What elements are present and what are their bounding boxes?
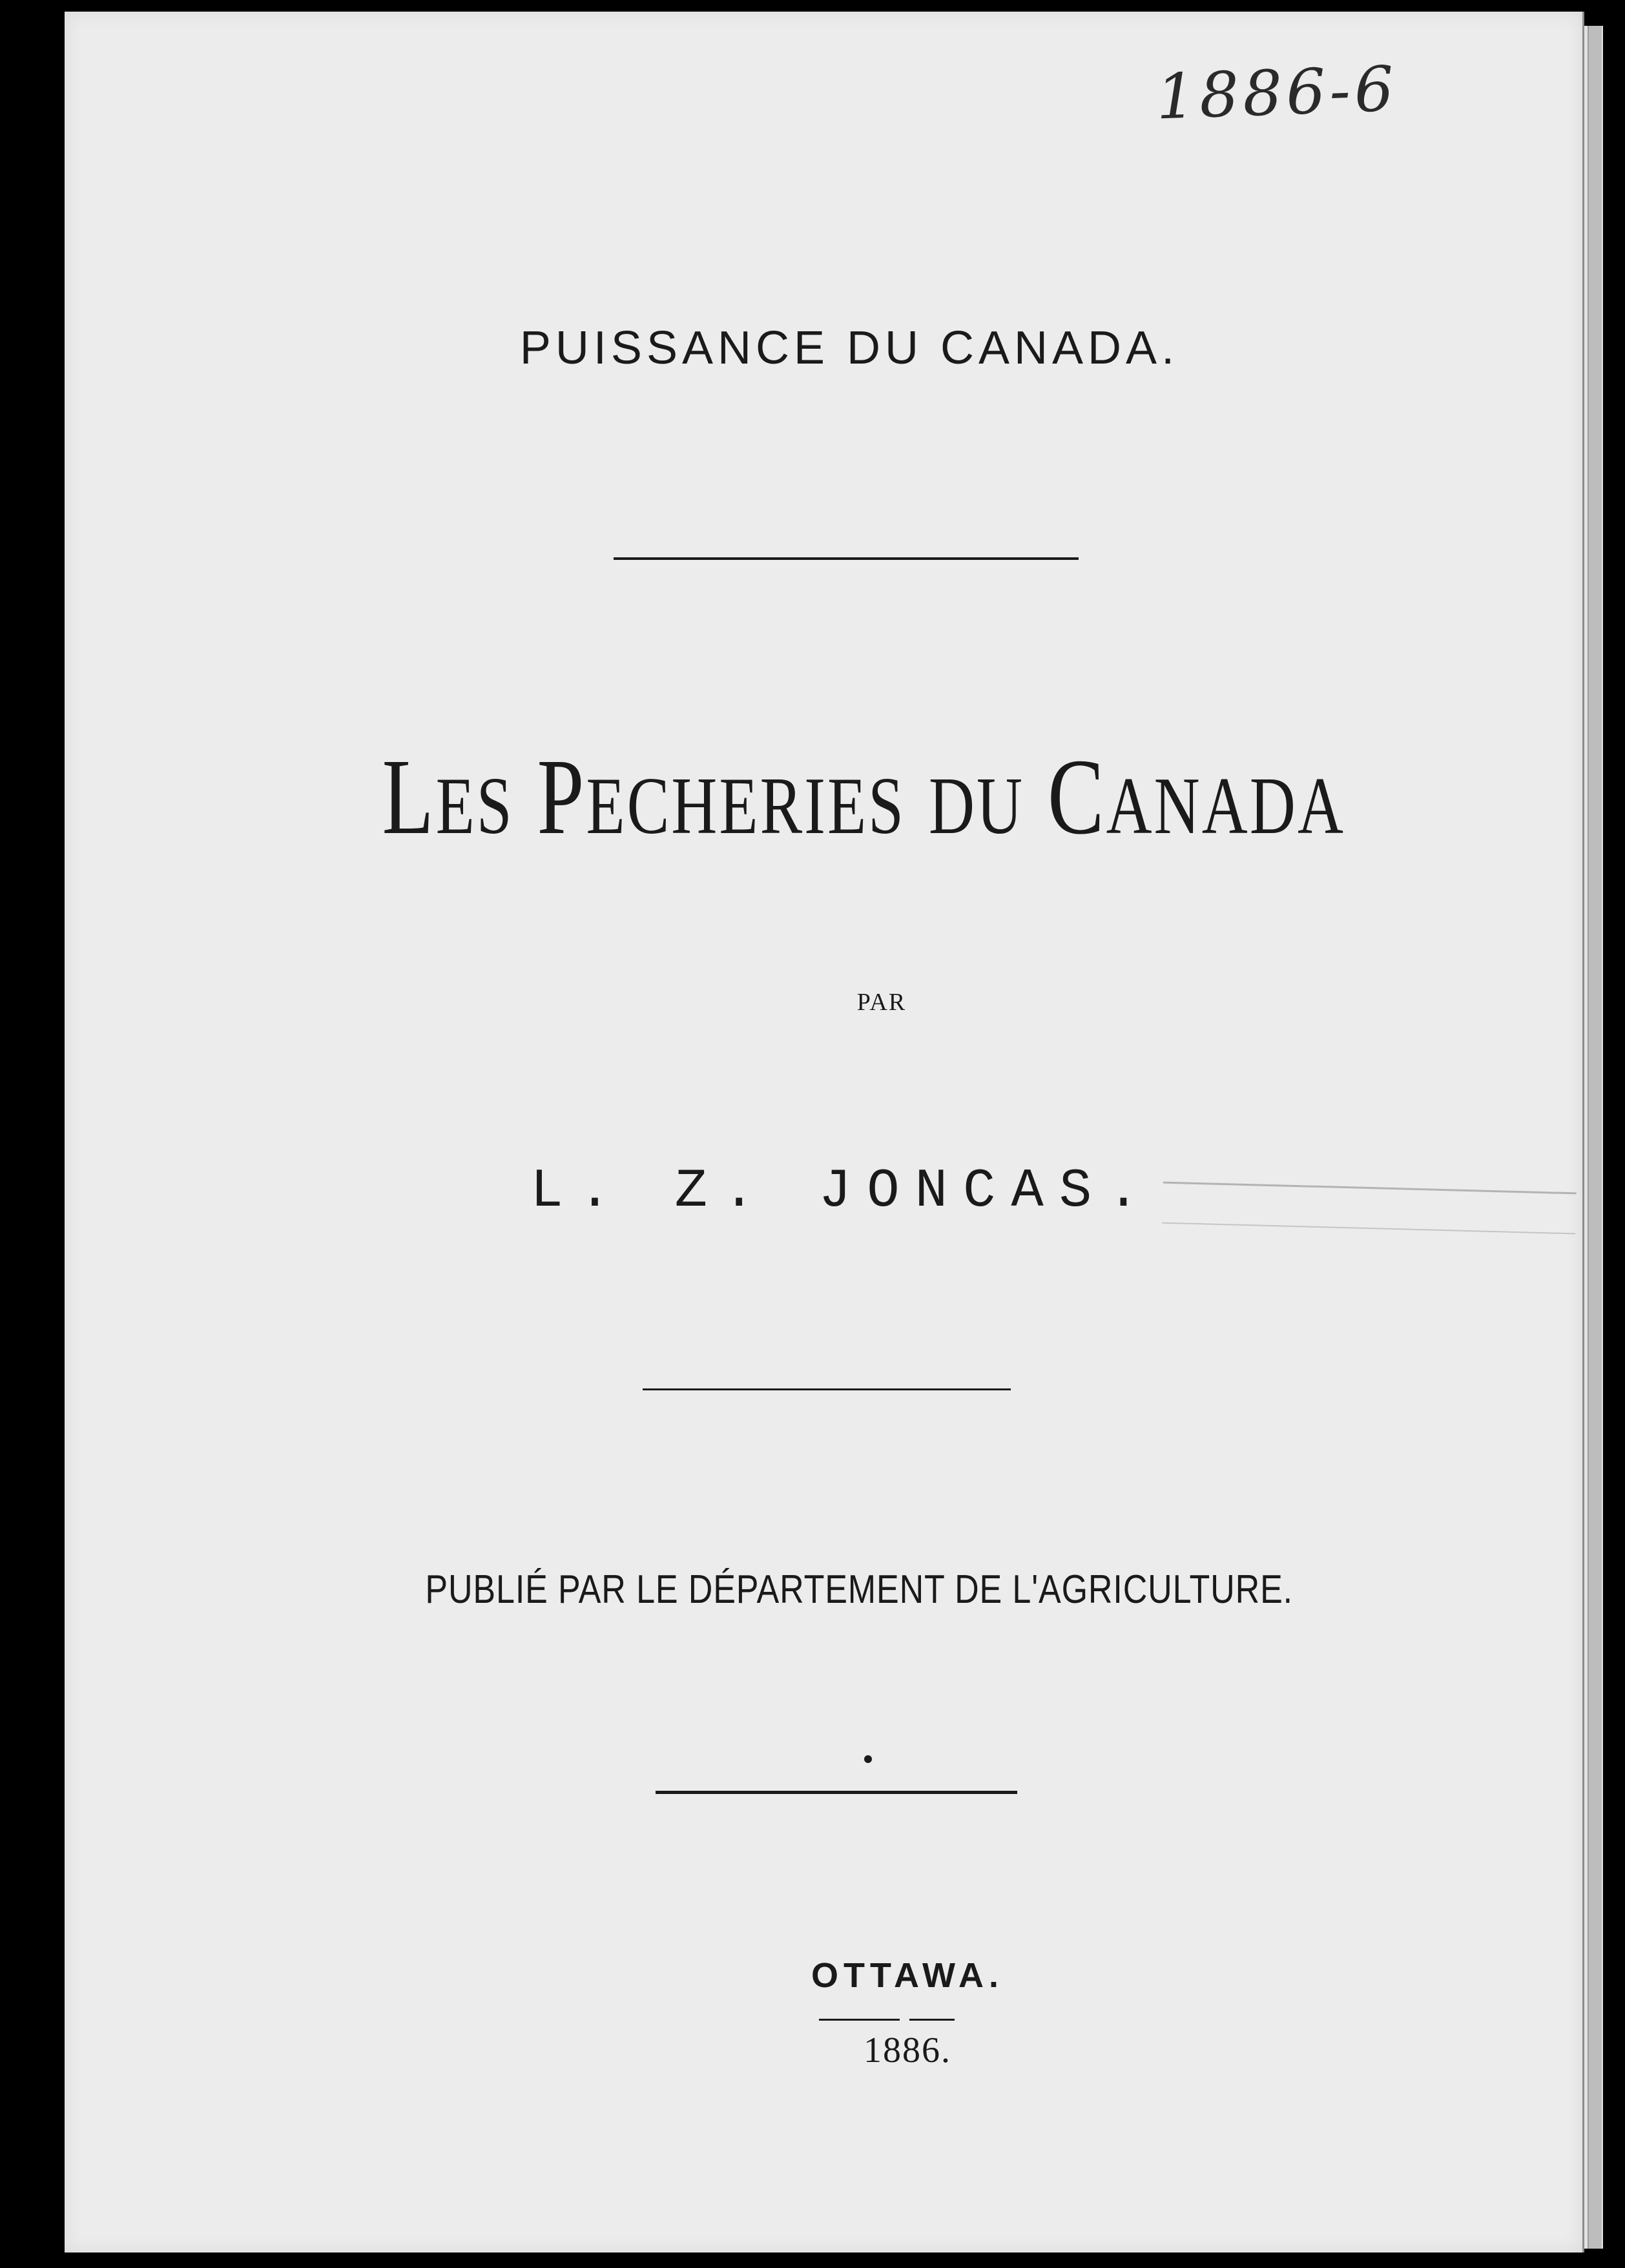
title-letter: P	[537, 737, 586, 857]
title-letters: ECHERIES	[586, 761, 906, 851]
ornament-dot	[864, 1755, 872, 1763]
authority-heading: PUISSANCE DU CANADA.	[519, 322, 1179, 374]
handwritten-annotation: 1886-6	[1155, 52, 1399, 134]
title-letter: L	[382, 737, 436, 857]
title-letters: ES	[435, 761, 514, 851]
publisher-line: PUBLIÉ PAR LE DÉPARTEMENT DE L'AGRICULTURE.	[425, 1567, 1293, 1612]
document-title	[236, 735, 1456, 860]
imprint-underline	[909, 2019, 955, 2021]
title-letter: C	[1048, 737, 1106, 857]
divider-rule	[643, 1388, 1011, 1390]
title-letters: DU	[928, 761, 1025, 851]
imprint-year: 1886.	[864, 2030, 951, 2070]
author-name: L. Z. JONCAS.	[530, 1161, 1155, 1222]
title-page	[65, 12, 1584, 2253]
imprint-underline	[819, 2019, 900, 2021]
divider-rule	[656, 1791, 1017, 1794]
imprint-place: OTTAWA.	[811, 1956, 1004, 1995]
divider-rule	[614, 557, 1079, 560]
title-letters: ANADA	[1106, 761, 1346, 851]
by-label: PAR	[856, 989, 907, 1016]
